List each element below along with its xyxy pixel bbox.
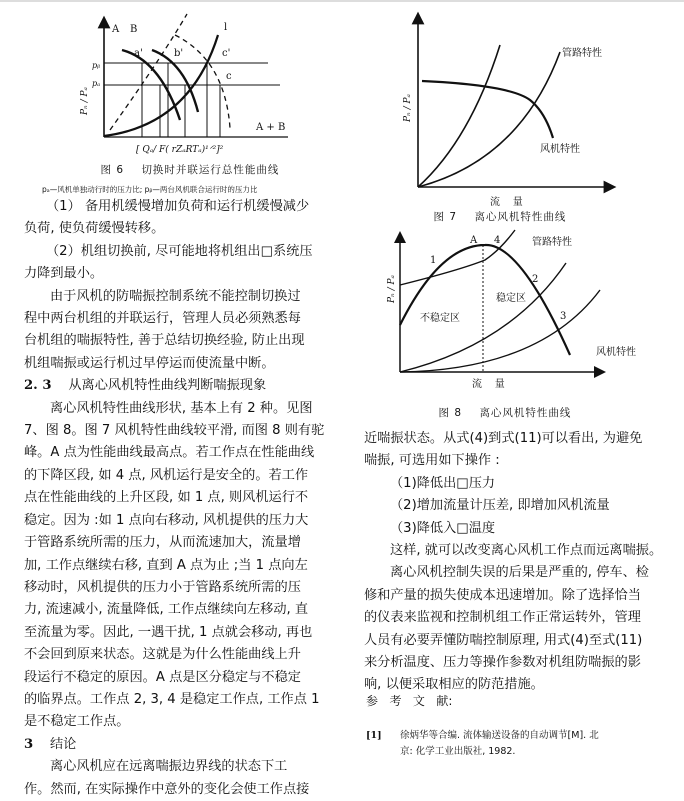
right-para1-line: 近喘振状态。从式(4)到式(11)可以看出, 为避免 (364, 431, 643, 446)
reference-1-line: 徐炳华等合编. 流体输送设备的自动调节[M]. 北 (400, 730, 599, 741)
fig8-x-axis-label: 流 量 (472, 379, 505, 390)
fig6-label-c-prime: c' (222, 48, 231, 59)
fig8-fan-label: 风机特性 (596, 347, 636, 358)
operation-item: （1)降低出□压力 (390, 475, 496, 491)
operation-item: （3)降低入□温度 (390, 520, 496, 536)
para2-line: 是不稳定工作点。 (24, 714, 130, 730)
fig8-point-A: A (470, 235, 478, 246)
para2-line: 不会回到原来状态。这就是为什么性能曲线上升 (24, 647, 301, 663)
fig8-stable-zone: 稳定区 (496, 293, 526, 304)
section-3-number: 3 (24, 736, 34, 752)
figure-6-title: 切换时并联运行总性能曲线 (141, 164, 280, 176)
para2-line: 段运行不稳定的原因。A 点是区分稳定与不稳定 (24, 669, 301, 685)
figure-8-title: 离心风机特性曲线 (479, 407, 572, 419)
para1-line: 由于风机的防喘振控制系统不能控制切换过 (50, 288, 301, 304)
item-2-line-1: （2）机组切换前, 尽可能地将机组出□系统压 (46, 243, 313, 259)
fig7-x-axis-label: 流 量 (490, 197, 523, 208)
operation-item: （2)增加流量计压差, 即增加风机流量 (390, 498, 610, 514)
section-2-3-heading (24, 375, 329, 397)
section-3-title: 结论 (49, 736, 77, 752)
section-number: 2. 3 (24, 378, 52, 394)
para2-line: 移动时，风机提供的压力小于管路系统所需的压 (24, 579, 301, 595)
section-3-heading (24, 734, 329, 756)
fig6-label-a: a' (134, 48, 143, 59)
right-para3-line: 人员有必要弄懂防喘控制原理, 用式(4)至式(11) (364, 632, 643, 648)
fig6-label-1: l (224, 22, 228, 33)
fig8-point-2: 2 (532, 274, 539, 285)
right-column-text (364, 428, 669, 697)
item-2-line-2: 力降到最小。 (24, 266, 104, 282)
right-para3-line: 离心风机控制失误的后果是严重的, 停车、检 (390, 565, 649, 581)
para2-line: 稳定。因为 :如 1 点向右移动, 风机提供的压力大 (24, 512, 309, 528)
para2-line: 离心风机特性曲线形状, 基本上有 2 种。见图 (50, 400, 313, 416)
fig6-label-sum: A + B (256, 122, 286, 133)
references-heading: 参 考 文 献: (366, 694, 453, 708)
fig6-label-c: c (226, 71, 232, 82)
fig7-fan-curve (422, 81, 553, 138)
figure-7-number: 图 7 (433, 211, 458, 223)
para2-line: 于管路系统所需的压力，从而流速加大，流量增 (24, 535, 301, 551)
para2-line: 7、图 8。图 7 风机特性曲线较平滑, 而图 8 则有驼 (24, 423, 325, 439)
fig8-y-axis-label: Pₙ / Pₐ (387, 275, 397, 303)
fig8-point-3: 3 (560, 311, 567, 322)
reference-1-line: 京: 化学工业出版社, 1982. (400, 746, 516, 757)
right-para3-line: 来分析温度、压力等操作参数对机组防喘振的影 (364, 655, 641, 671)
para1-line: 机组喘振或运行机过早停运而使流量中断。 (24, 355, 275, 371)
right-para3-line: 的仪表来监视和控制机组工作正常运转外，管理 (364, 610, 641, 626)
reference-1 (366, 728, 666, 760)
figure-6-caption (60, 162, 320, 177)
fig7-y-axis-label: Pₙ / Pₐ (403, 94, 413, 122)
fig7-fan-label: 风机特性 (540, 144, 580, 155)
fig7-pipe-curve (418, 52, 560, 187)
fig6-label-pb: pᵦ (92, 61, 101, 70)
fig6-label-pa: pₐ (92, 79, 101, 88)
figure-8-chart (360, 225, 684, 395)
para2-line: 的临界点。工作点 2, 3, 4 是稳定工作点, 工作点 1 (24, 691, 320, 707)
figure-6-chart (60, 0, 320, 160)
fig8-pipe-label: 管路特性 (532, 237, 572, 248)
fig6-dashed-surge-line (110, 14, 187, 130)
fig7-pipe-curve-steep (418, 45, 500, 187)
fig6-y-axis-label: Pₙ / Pₐ (80, 87, 90, 115)
reference-1-number: [1] (366, 730, 382, 741)
right-para3-line: 响, 以便采取相应的防范措施。 (364, 677, 544, 693)
para2-line: 力, 流速减小, 流量降低, 工作点继续向左移动, 直 (24, 602, 309, 618)
fig6-label-B: B (130, 24, 138, 35)
fig6-label-A: A (112, 24, 120, 35)
fig8-point-1: 1 (430, 255, 437, 266)
item-1-line-2: 负荷, 使负荷缓慢转移。 (24, 221, 165, 237)
fig6-label-b: b' (174, 48, 184, 59)
figure-6-number: 图 6 (100, 164, 125, 176)
para3-line: 离心风机应在远离喘振边界线的状态下工 (50, 759, 288, 775)
figure-7-chart (360, 0, 684, 210)
right-para3-line: 修和产量的损失使成本迅速增加。除了选择恰当 (364, 587, 641, 603)
fig8-point-4: 4 (494, 235, 501, 246)
fig7-pipe-label: 管路特性 (562, 48, 602, 59)
para1-line: 程中两台机组的并联运行，管理人员必须熟悉每 (24, 311, 301, 327)
section-title: 从离心风机特性曲线判断喘振现象 (68, 378, 267, 394)
para2-line: 点在性能曲线的上升区段, 如 1 点, 则风机运行不 (24, 490, 309, 506)
right-para1-line: 喘振, 可选用如下操作 : (364, 453, 500, 469)
item-1-line-1: （1） 备用机缓慢增加负荷和运行机缓慢减少 (46, 199, 310, 214)
para2-line: 的下降区段, 如 4 点, 风机运行是安全的。若工作 (24, 467, 309, 483)
figure-7-title: 离心风机特性曲线 (474, 211, 567, 223)
right-para2-line: 这样, 就可以改变离心风机工作点而远离喘振。 (390, 543, 663, 559)
figure-8-number: 图 8 (438, 407, 463, 419)
para2-line: 至流量为零。因此, 一遇干扰, 1 点就会移动, 再也 (24, 624, 313, 640)
para1-line: 台机组的喘振特性, 善于总结切换经验, 防止出现 (24, 333, 305, 349)
para2-line: 加, 工作点继续右移, 直到 A 点为止 ;当 1 点向左 (24, 557, 308, 573)
left-column-text (24, 196, 329, 801)
fig8-unstable-zone: 不稳定区 (420, 313, 460, 324)
para3-line: 作。然而, 在实际操作中意外的变化会使工作点接 (24, 781, 310, 797)
para2-line: 峰。A 点为性能曲线最高点。若工作点在性能曲线 (24, 445, 315, 461)
figure-6-note: pₐ—风机单独动行时的压力比; pᵦ—两台风机联合运行时的压力比 (42, 185, 258, 194)
figure-8-caption (400, 405, 610, 420)
figure-7-caption (400, 209, 600, 224)
fig6-x-axis-label: [ Qₐ/ F( rZₐRTₐ)¹ᐟ²]² (136, 145, 224, 155)
